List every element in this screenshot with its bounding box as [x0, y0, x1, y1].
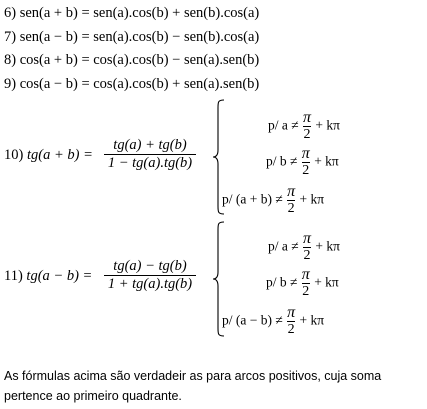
formula-10-denominator: 1 − tg(a).tg(b) [107, 155, 193, 171]
f11-cond-b-prefix: p/ b ≠ [266, 274, 298, 290]
formula-10-lhs [4, 147, 93, 164]
f11-cond-diff-suffix: + kπ [299, 312, 325, 328]
pi-over-2 [287, 184, 295, 217]
f10-cond-sum-prefix: p/ (a + b) ≠ [222, 191, 283, 207]
pi-over-2 [302, 267, 310, 300]
f10-cond-sum-suffix: + kπ [299, 191, 325, 207]
formula-11-lhs-text: tg(a − b) = [26, 268, 93, 284]
f10-condition-a [268, 110, 340, 143]
pi-over-2 [303, 231, 311, 264]
pi-num: π [287, 183, 296, 200]
formula-8 [4, 51, 259, 69]
f10-cond-a-suffix: + kπ [315, 117, 340, 133]
formula-9 [4, 75, 259, 93]
formula-8-text: cos(a + b) = cos(a).cos(b) − sen(a).sen(b) [19, 52, 260, 68]
formula-6-label: 6) [4, 5, 17, 21]
f10-cond-b-prefix: p/ b ≠ [266, 153, 298, 169]
f11-cond-a-suffix: + kπ [315, 238, 340, 254]
formula-7-label: 7) [4, 29, 17, 45]
pi-num: π [287, 304, 296, 321]
footnote-text: As fórmulas acima são verdadeir as para arcos positivos, cuja soma pertence ao primeiro quadrante. [4, 369, 382, 403]
formula-10-label: 10) [4, 147, 24, 163]
f11-condition-a [268, 231, 340, 264]
formula-10-lhs-text: tg(a + b) = [26, 147, 93, 163]
formula-10-numerator: tg(a) + tg(b) [113, 137, 187, 153]
f11-condition-diff [222, 305, 324, 338]
formula-10-fraction [104, 137, 196, 172]
f11-cond-diff-prefix: p/ (a − b) ≠ [222, 312, 283, 328]
f10-cond-b-suffix: + kπ [314, 153, 339, 169]
formula-7-text: sen(a − b) = sen(a).cos(b) − sen(b).cos(a) [19, 29, 260, 45]
pi-num: π [303, 230, 312, 247]
pi-num: π [301, 266, 310, 283]
pi-over-2 [302, 146, 310, 179]
formula-11-fraction [104, 258, 196, 293]
f11-cond-b-suffix: + kπ [314, 274, 339, 290]
pi-over-2 [287, 305, 295, 338]
formula-9-label: 9) [4, 76, 17, 92]
formula-11-denominator: 1 + tg(a).tg(b) [107, 276, 193, 292]
formula-6 [4, 4, 259, 22]
pi-over-2 [303, 110, 311, 143]
f11-cond-a-prefix: p/ a ≠ [268, 238, 299, 254]
pi-num: π [303, 109, 312, 126]
pi-den: 2 [302, 284, 310, 299]
pi-den: 2 [302, 163, 310, 178]
formula-11-numerator: tg(a) − tg(b) [113, 258, 187, 274]
f10-condition-sum [222, 184, 324, 217]
formula-11-lhs [4, 268, 92, 285]
formula-6-text: sen(a + b) = sen(a).cos(b) + sen(b).cos(a) [19, 5, 260, 21]
pi-den: 2 [287, 201, 295, 216]
f11-condition-b [266, 267, 339, 300]
pi-den: 2 [303, 127, 311, 142]
formula-8-label: 8) [4, 52, 17, 68]
pi-den: 2 [303, 248, 311, 263]
pi-num: π [301, 145, 310, 162]
formula-7 [4, 28, 259, 46]
formula-9-text: cos(a − b) = cos(a).cos(b) + sen(a).sen(b) [19, 76, 260, 92]
formula-11-label: 11) [4, 268, 23, 284]
pi-den: 2 [287, 322, 295, 337]
f10-cond-a-prefix: p/ a ≠ [268, 117, 299, 133]
f10-condition-b [266, 146, 339, 179]
